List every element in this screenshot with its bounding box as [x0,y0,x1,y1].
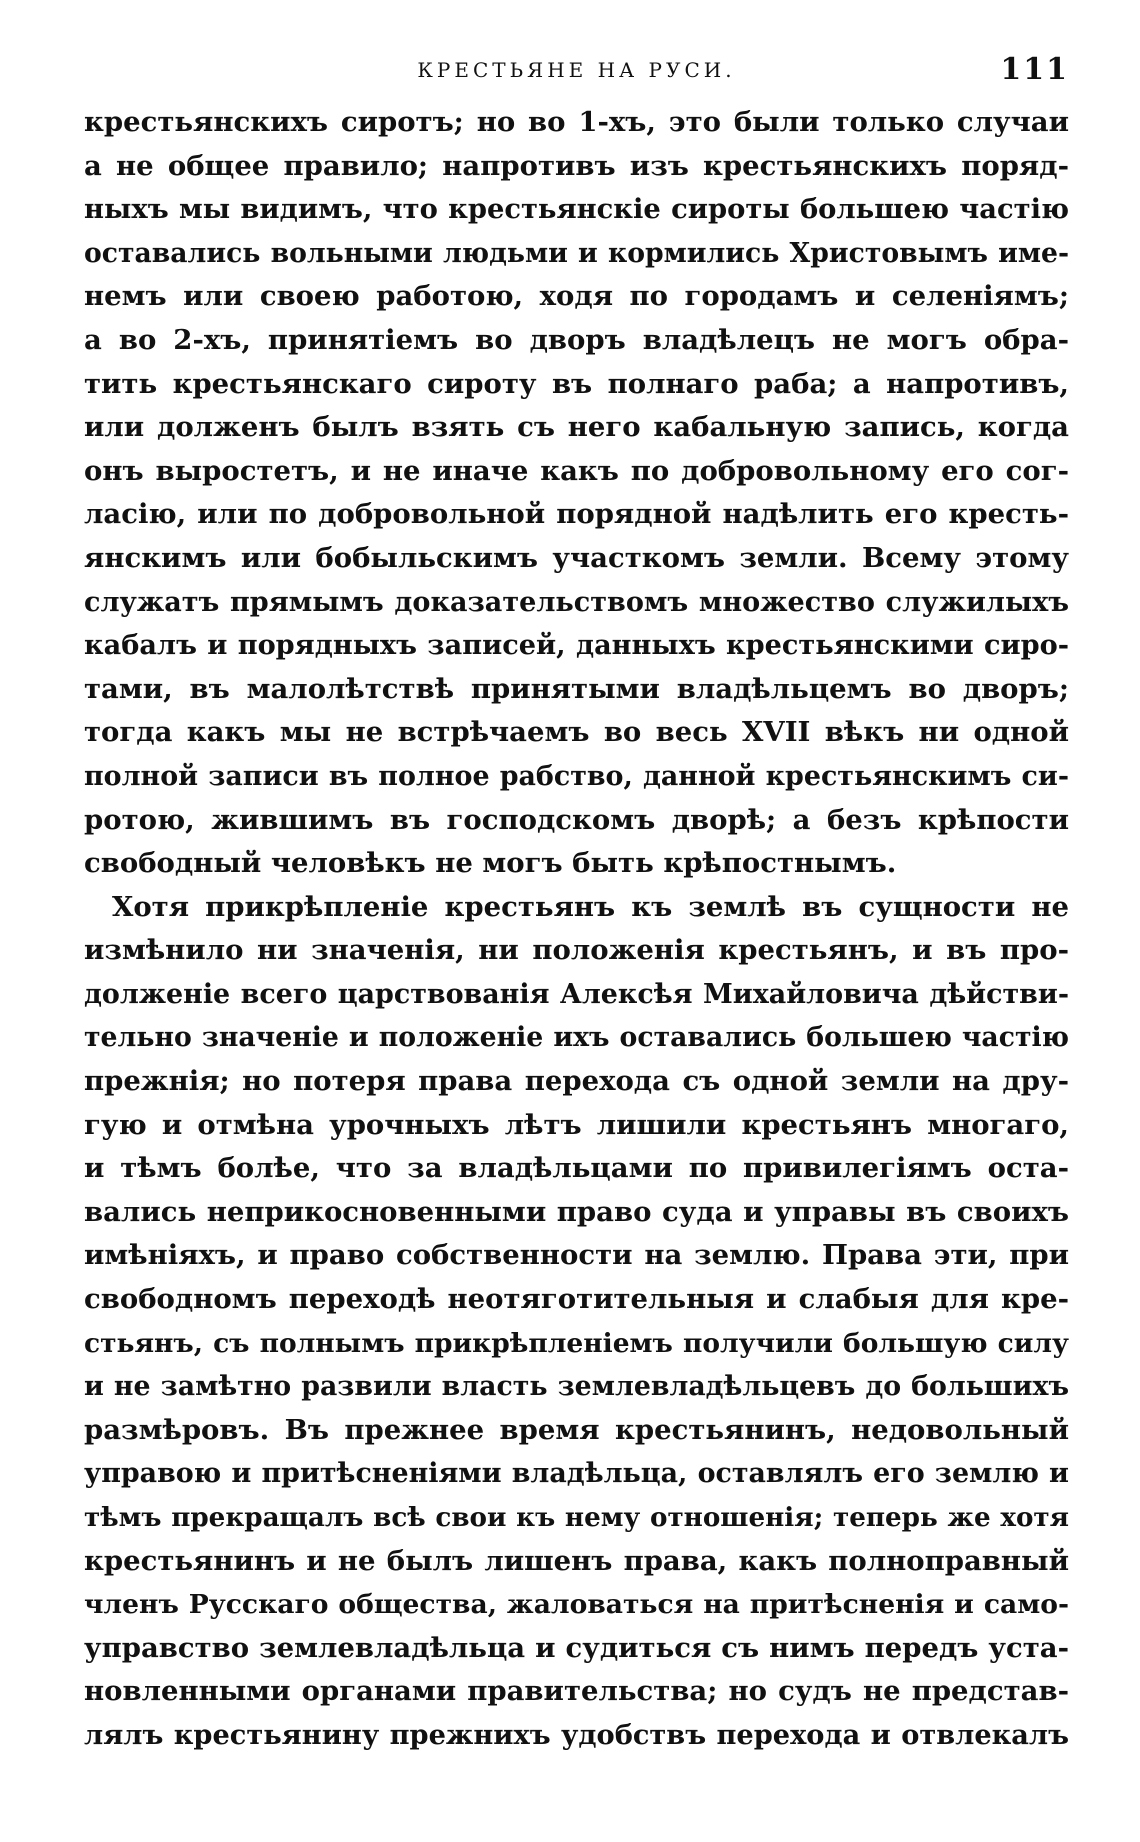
text-line: служатъ прямымъ доказательствомъ множество служилыхъ [84,586,1069,618]
page-number: 111 [1000,52,1069,87]
text-line: вались неприкосновенными право суда и управы въ своихъ [84,1195,1069,1228]
text-line: немъ или своею работою, ходя по городамъ и селеніямъ; [84,280,1069,313]
text-line: новленными органами правительства; но судъ не представ- [84,1675,1069,1708]
text-line: лялъ крестьянину прежнихъ удобствъ перехода и отвлекалъ [84,1718,1069,1751]
text-line: членъ Русскаго общества, жаловаться на притѣсненія и само- [84,1589,1069,1621]
text-line: размѣровъ. Въ прежнее время крестьянинъ, недовольный [84,1413,1069,1446]
text-line: оставались вольными людьми и кормились Христовымъ име- [84,237,1069,269]
text-line: гую и отмѣна урочныхъ лѣтъ лишили крестьянъ многаго, [84,1108,1069,1141]
text-line: тить крестьянскаго сироту въ полнаго раба; а напротивъ, [84,367,1069,400]
text-line: онъ выростетъ, и не иначе какъ по добровольному его сог- [84,454,1069,487]
text-line: Хотя прикрѣпленіе крестьянъ къ землѣ въ сущности не [112,890,1069,923]
text-line: тами, въ малолѣтствѣ принятыми владѣльцемъ во дворъ; [84,672,1069,705]
text-line: и не замѣтно развили власть землевладѣльцевъ до большихъ [84,1371,1069,1403]
text-line: ласію, или по добровольной порядной надѣлить его кресть- [84,498,1069,531]
text-line: янскимъ или бобыльскимъ участкомъ земли. Всему этому [84,541,1069,574]
text-line: стьянъ, съ полнымъ прикрѣпленіемъ получили большую силу [84,1327,1069,1359]
text-line: а во 2-хъ, принятіемъ во дворъ владѣлецъ не могъ обра- [84,323,1069,356]
running-title: КРЕСТЬЯНЕ НА РУСИ. [417,58,736,82]
text-line: имѣніяхъ, и право собственности на землю. Права эти, при [84,1239,1069,1272]
text-line: тельно значеніе и положеніе ихъ оставались большею частію [84,1022,1069,1054]
text-line: полной записи въ полное рабство, данной крестьянскимъ си- [84,760,1069,792]
text-line: ныхъ мы видимъ, что крестьянскіе сироты большею частію [84,193,1069,226]
text-line: управою и притѣсненіями владѣльца, оставлялъ его землю и [84,1458,1069,1490]
text-line: управство землевладѣльца и судиться съ нимъ передъ уста- [84,1631,1069,1664]
text-line: тогда какъ мы не встрѣчаемъ во весь XVII вѣкъ ни одной [84,716,1069,749]
page-header [84,52,1069,92]
text-line: прежнія; но потеря права перехода съ одной земли на дру- [84,1065,1069,1098]
text-line: ротою, жившимъ въ господскомъ дворѣ; а безъ крѣпости [84,803,1069,836]
text-line: свободный человѣкъ не могъ быть крѣпостнымъ. [84,847,897,880]
text-line: а не общее правило; напротивъ изъ крестьянскихъ поряд- [84,149,1069,182]
text-line: измѣнило ни значенія, ни положенія крестьянъ, и въ про- [84,934,1069,967]
text-line: свободномъ переходѣ неотяготительныя и слабыя для кре- [84,1283,1069,1316]
text-line: и тѣмъ болѣе, что за владѣльцами по привилегіямъ оста- [84,1152,1069,1185]
text-line: крестьянинъ и не былъ лишенъ права, какъ полноправный [84,1544,1069,1577]
paragraph-1 [84,101,1069,886]
text-line: тѣмъ прекращалъ всѣ свои къ нему отношенія; теперь же хотя [84,1502,1069,1533]
text-line: или долженъ былъ взять съ него кабальную запись, когда [84,411,1069,444]
text-line: долженіе всего царствованія Алексѣя Михайловича дѣйстви- [84,978,1069,1010]
body-text [84,101,1069,1758]
text-line: крестьянскихъ сиротъ; но во 1-хъ, это были только случаи [84,106,1069,138]
paragraph-2 [84,886,1069,1758]
text-line: кабалъ и порядныхъ записей, данныхъ крестьянскими сиро- [84,629,1069,662]
